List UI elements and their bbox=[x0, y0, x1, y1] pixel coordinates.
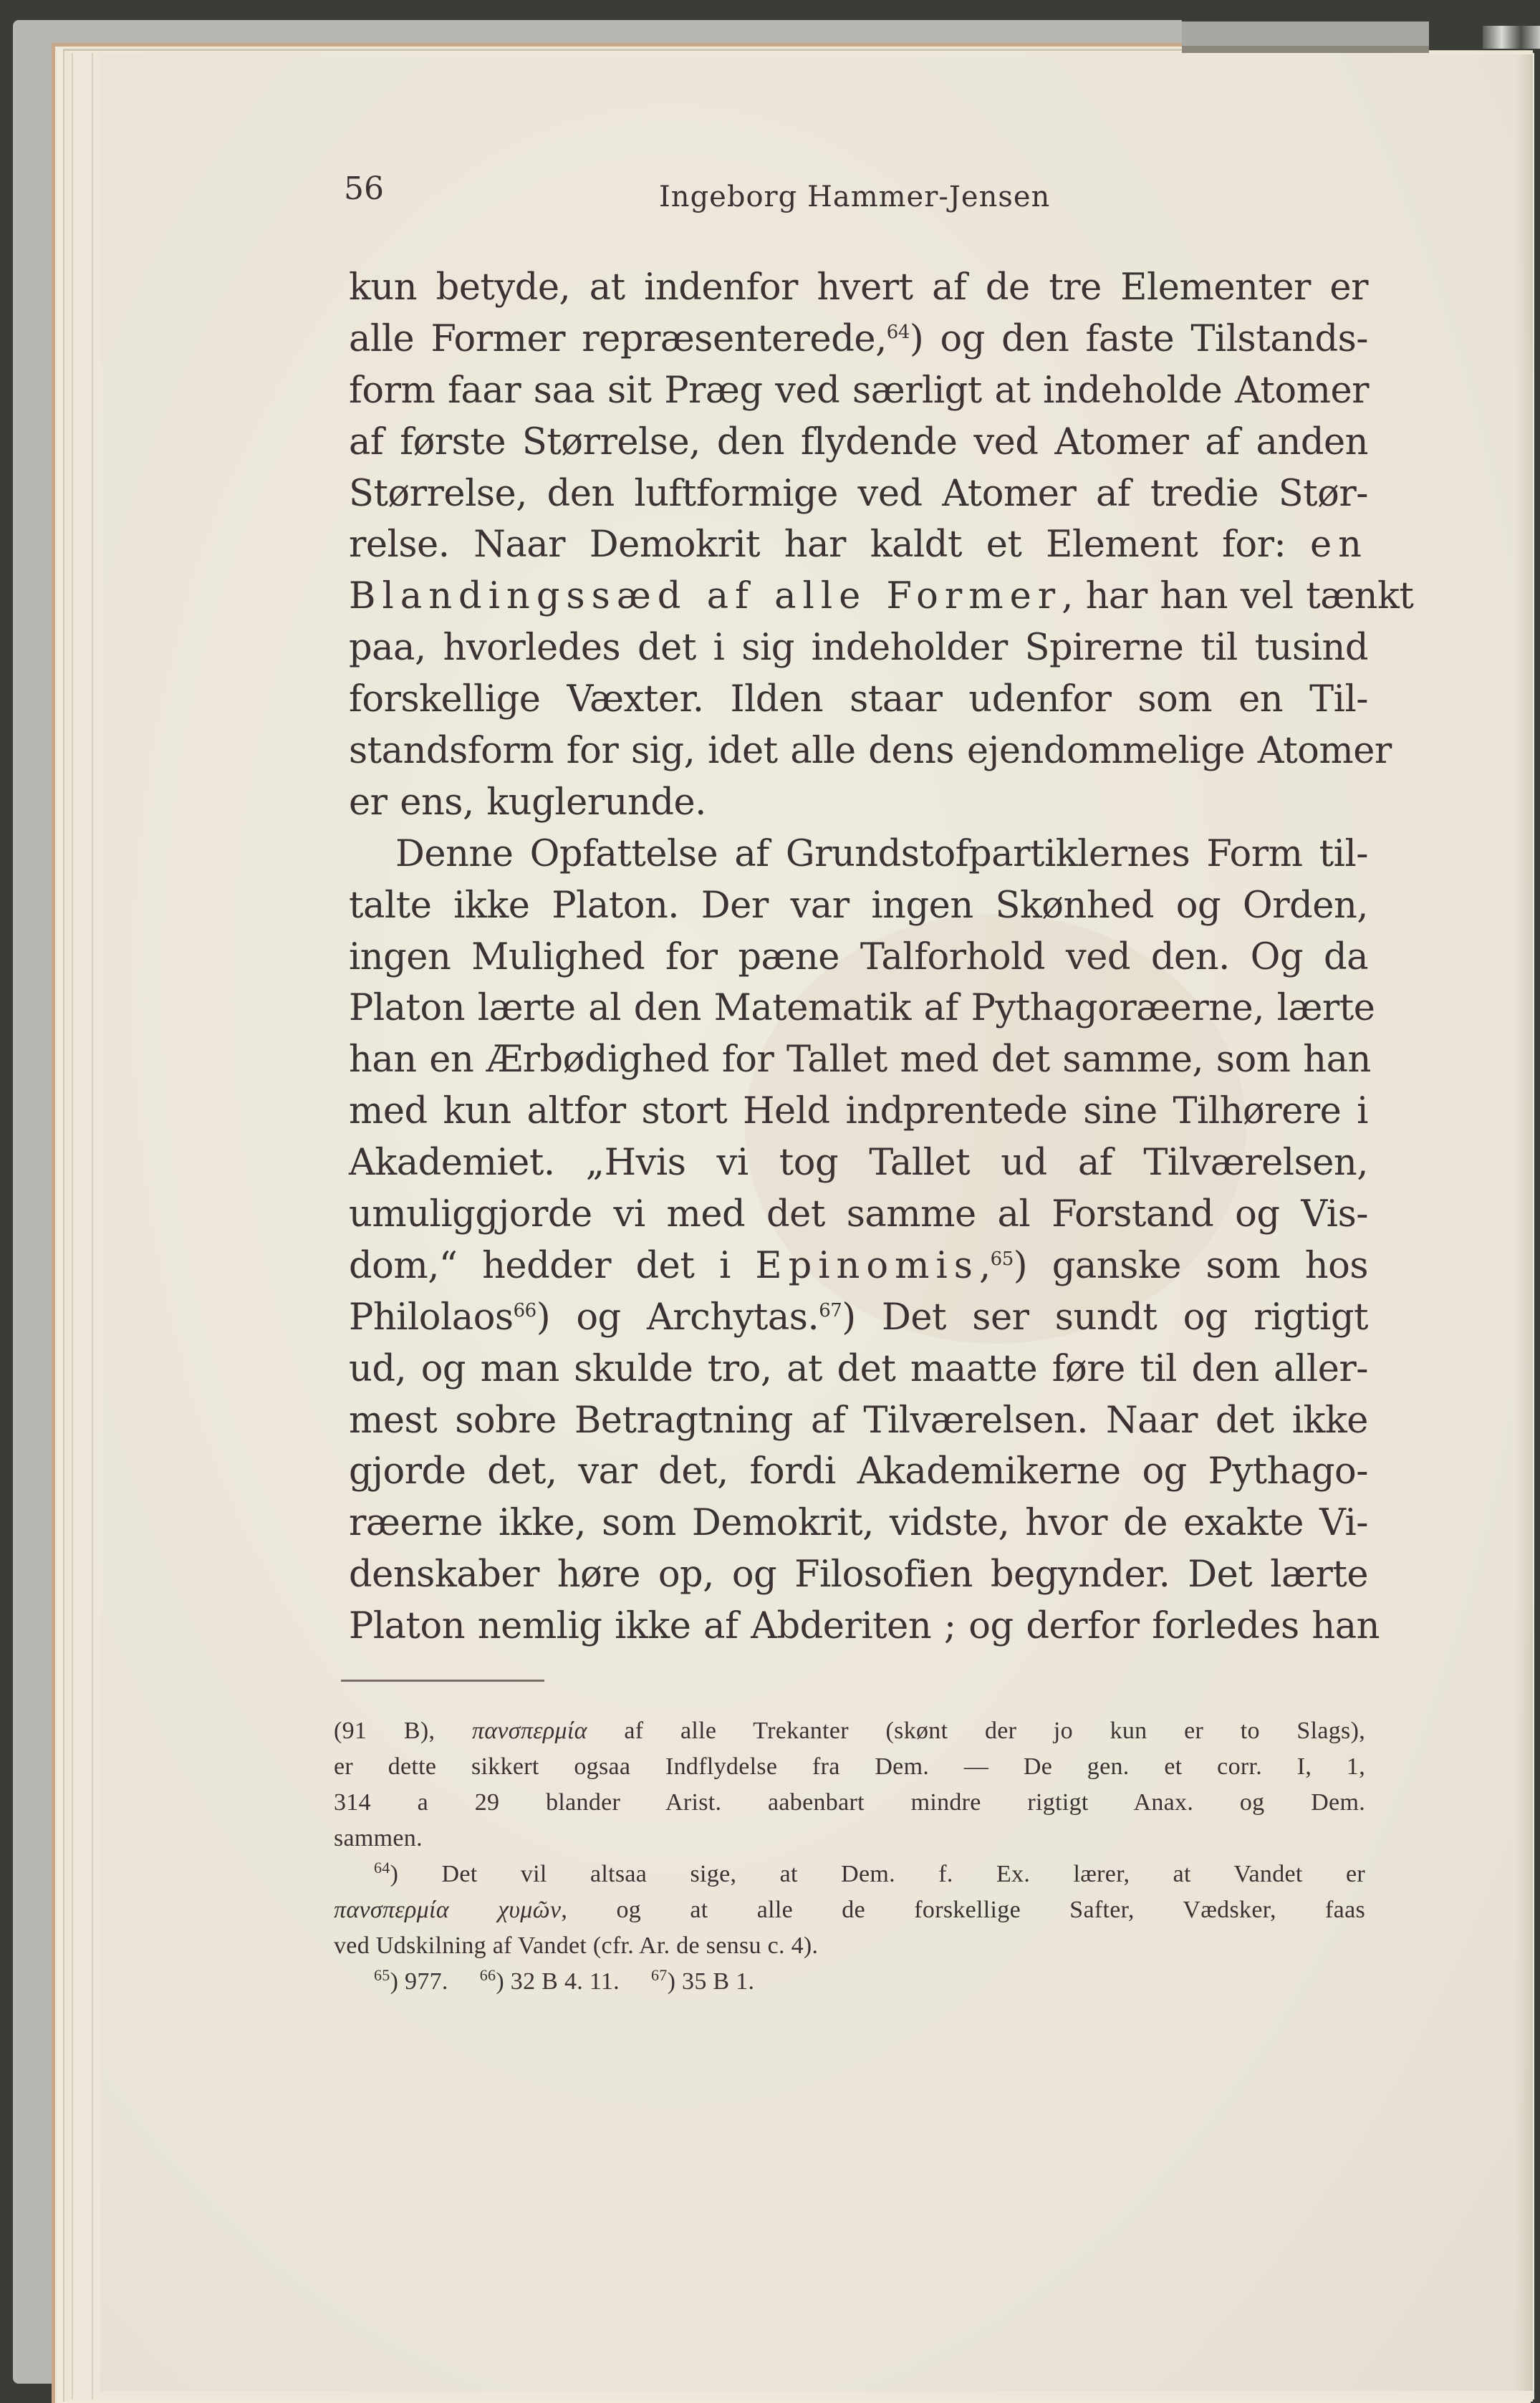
text-run: gjorde det, var det, fordi Akademikerne og Pythago- bbox=[349, 1450, 1368, 1493]
text-run: , og at alle de forskellige Safter, Vædsker, faas bbox=[561, 1897, 1365, 1923]
text-run: form faar saa sit Præg ved særligt at indeholde Atomer bbox=[349, 369, 1370, 412]
text-run: Platon nemlig ikke af Abderiten ; og derfor forledes han bbox=[349, 1605, 1380, 1648]
body-line bbox=[349, 726, 1392, 777]
text-run: ved Udskilning af Vandet (cfr. Ar. de sensu c. 4). bbox=[334, 1932, 819, 1959]
body-line bbox=[349, 1344, 1368, 1395]
text-run: ingen Mulighed for pæne Talforhold ved den. Og da bbox=[349, 935, 1368, 978]
body-line bbox=[349, 1498, 1368, 1549]
text-run: (91 B), bbox=[334, 1718, 472, 1744]
scanner-clamp bbox=[1182, 0, 1540, 50]
body-line bbox=[349, 1189, 1368, 1241]
footnotes-line bbox=[334, 1928, 1365, 1964]
text-run: er dette sikkert ogsaa Indflydelse fra Dem. — De gen. et corr. I, 1, bbox=[334, 1753, 1365, 1780]
text-run: ) og den faste Tilstands- bbox=[909, 317, 1368, 360]
page-number: 56 bbox=[344, 170, 384, 207]
text-run: af alle Trekanter (skønt der jo kun er to Slags), bbox=[587, 1718, 1365, 1744]
running-head: Ingeborg Hammer-Jensen bbox=[659, 180, 1051, 213]
body-line bbox=[349, 417, 1368, 468]
text-run: ) ganske som hos bbox=[1013, 1244, 1369, 1287]
body-line bbox=[349, 622, 1368, 674]
text-run: ræerne ikke, som Demokrit, vidste, hvor de exakte Vi- bbox=[349, 1502, 1368, 1545]
body-line bbox=[349, 674, 1368, 726]
text-run: Denne Opfattelse af Grundstofpartiklernes Form til- bbox=[395, 832, 1368, 875]
footnotes-line bbox=[334, 1892, 1365, 1928]
text-run: dom,“ hedder det i bbox=[349, 1244, 756, 1287]
footnotes-line bbox=[334, 1821, 1365, 1857]
footnotes bbox=[334, 1713, 1365, 2000]
clamp-bar bbox=[1182, 21, 1429, 53]
body-line bbox=[349, 1137, 1368, 1189]
body-line bbox=[349, 1601, 1380, 1652]
body-line bbox=[349, 1292, 1368, 1344]
footnote-ref: 65 bbox=[990, 1248, 1014, 1270]
text-run: ud, og man skulde tro, at det maatte føre til den aller- bbox=[349, 1347, 1368, 1390]
body-line bbox=[349, 571, 1414, 622]
text-run: er ens, kuglerunde. bbox=[349, 781, 706, 824]
footnotes-line bbox=[334, 1964, 1365, 2000]
footnote-rule bbox=[341, 1680, 544, 1682]
body-line bbox=[349, 1395, 1368, 1447]
footnotes-line bbox=[334, 1713, 1365, 1749]
emphasized-text: Blandingssæd af alle Former bbox=[349, 575, 1062, 618]
body-line bbox=[349, 932, 1368, 983]
emphasized-text: en bbox=[1309, 524, 1368, 567]
footnote-ref: 64 bbox=[886, 321, 910, 343]
text-run: Størrelse, den luftformige ved Atomer af tredie Stør- bbox=[349, 472, 1368, 515]
footnote-ref: 67 bbox=[650, 1966, 668, 1984]
text-run: alle Former repræsenterede, bbox=[349, 317, 887, 360]
clamp-clip bbox=[1483, 26, 1540, 49]
body-line bbox=[349, 519, 1368, 571]
text-run: ) 977. bbox=[390, 1968, 480, 1995]
footnotes-line bbox=[334, 1749, 1365, 1785]
footnote-ref: 67 bbox=[819, 1299, 842, 1321]
greek-text: πανσπερμία bbox=[471, 1718, 587, 1744]
body-line bbox=[349, 365, 1368, 417]
footnote-ref: 66 bbox=[479, 1966, 496, 1984]
text-run: mest sobre Betragtning af Tilværelsen. Naar det ikke bbox=[349, 1399, 1368, 1442]
text-run: han en Ærbødighed for Tallet med det samme, som han bbox=[349, 1039, 1371, 1082]
text-run: ) 32 B 4. 11. bbox=[496, 1968, 651, 1995]
text-run: ) Det ser sundt og rigtigt bbox=[842, 1296, 1368, 1339]
text-run: paa, hvorledes det i sig indeholder Spirerne til tusind bbox=[349, 627, 1368, 670]
text-run: ) Det vil altsaa sige, at Dem. f. Ex. lærer, at Vandet er bbox=[390, 1861, 1365, 1887]
text-run: kun betyde, at indenfor hvert af de tre Elementer er bbox=[349, 266, 1368, 309]
greek-text: πανσπερμία χυμῶν bbox=[334, 1897, 562, 1923]
body-line bbox=[349, 1446, 1368, 1498]
body-line bbox=[349, 829, 1368, 880]
text-run: talte ikke Platon. Der var ingen Skønhed og Orden, bbox=[349, 884, 1368, 927]
text-run: af første Størrelse, den flydende ved Atomer af anden bbox=[349, 420, 1368, 463]
body-line bbox=[349, 1241, 1368, 1292]
text-run: denskaber høre op, og Filosofien begynder. Det lærte bbox=[349, 1554, 1368, 1597]
text-run: umuliggjorde vi med det samme al Forstand og Vis- bbox=[349, 1193, 1368, 1236]
text-run: Platon lærte al den Matematik af Pythagoræerne, lærte bbox=[349, 987, 1375, 1030]
text-run: Akademiet. „Hvis vi tog Tallet ud af Tilværelsen, bbox=[349, 1142, 1368, 1185]
body-line bbox=[349, 880, 1368, 932]
footnotes-line bbox=[334, 1785, 1365, 1821]
body-line bbox=[349, 262, 1368, 314]
text-run: sammen. bbox=[334, 1825, 423, 1851]
text-run: Philolaos bbox=[349, 1296, 514, 1339]
body-text bbox=[349, 262, 1414, 1652]
body-line bbox=[349, 468, 1368, 520]
text-run: ) 35 B 1. bbox=[667, 1968, 755, 1995]
text-run: 314 a 29 blander Arist. aabenbart mindre rigtigt Anax. og Dem. bbox=[334, 1789, 1365, 1816]
text-run: , har han vel tænkt bbox=[1062, 575, 1414, 618]
body-line bbox=[349, 983, 1375, 1034]
emphasized-text: Epinomis bbox=[755, 1244, 979, 1287]
text-run: relse. Naar Demokrit har kaldt et Element for: bbox=[349, 524, 1310, 567]
footnotes-line bbox=[334, 1857, 1365, 1892]
footnote-ref: 65 bbox=[374, 1966, 390, 1984]
page-gutter-shadow bbox=[1516, 54, 1533, 2391]
footnote-ref: 66 bbox=[513, 1299, 536, 1321]
body-line bbox=[349, 314, 1368, 365]
text-run: med kun altfor stort Held indprentede sine Tilhørere i bbox=[349, 1090, 1368, 1133]
body-line bbox=[349, 1034, 1371, 1086]
body-line bbox=[349, 1086, 1368, 1137]
text-run: forskellige Væxter. Ilden staar udenfor som en Til- bbox=[349, 678, 1368, 721]
text-run: ) og Archytas. bbox=[536, 1296, 819, 1339]
body-line bbox=[349, 777, 1368, 829]
footnote-ref: 64 bbox=[374, 1859, 390, 1877]
body-line bbox=[349, 1549, 1368, 1601]
text-run: , bbox=[978, 1244, 991, 1287]
text-run: standsform for sig, idet alle dens ejendommelige Atomer bbox=[349, 730, 1392, 773]
